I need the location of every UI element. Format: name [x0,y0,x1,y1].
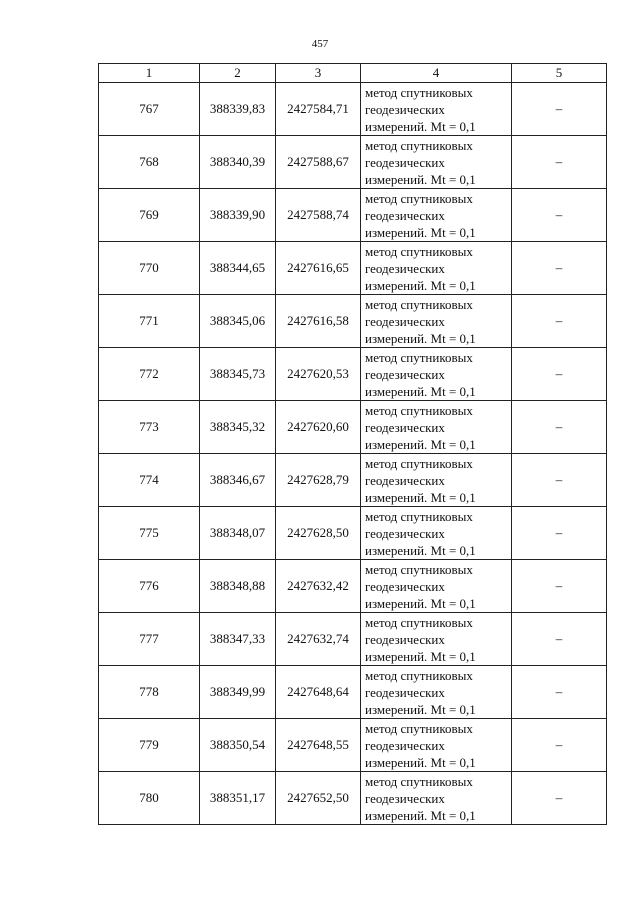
table-row [99,666,607,719]
point-cell: 771 [99,295,200,348]
method-cell: метод спутниковых геодезических измерений. Mt = 0,1 [361,772,512,825]
note-cell: – [512,83,607,136]
y-coordinate-cell: 2427620,53 [276,348,361,401]
table-row [99,719,607,772]
y-coordinate-cell: 2427588,74 [276,189,361,242]
method-cell: метод спутниковых геодезических измерений. Mt = 0,1 [361,83,512,136]
point-cell: 769 [99,189,200,242]
method-cell: метод спутниковых геодезических измерений. Mt = 0,1 [361,666,512,719]
x-coordinate-cell: 388348,07 [200,507,276,560]
x-coordinate-cell: 388350,54 [200,719,276,772]
method-cell: метод спутниковых геодезических измерений. Mt = 0,1 [361,136,512,189]
point-cell: 775 [99,507,200,560]
page-number: 457 [311,38,329,50]
y-coordinate-cell: 2427632,74 [276,613,361,666]
x-coordinate-cell: 388351,17 [200,772,276,825]
point-cell: 772 [99,348,200,401]
y-coordinate-cell: 2427584,71 [276,83,361,136]
x-coordinate-cell: 388347,33 [200,613,276,666]
y-coordinate-cell: 2427648,55 [276,719,361,772]
method-cell: метод спутниковых геодезических измерений. Mt = 0,1 [361,454,512,507]
note-cell: – [512,560,607,613]
column-header-4: 4 [361,64,512,83]
column-header-2: 2 [200,64,276,83]
column-header-5: 5 [512,64,607,83]
method-cell: метод спутниковых геодезических измерений. Mt = 0,1 [361,613,512,666]
method-cell: метод спутниковых геодезических измерений. Mt = 0,1 [361,719,512,772]
method-cell: метод спутниковых геодезических измерений. Mt = 0,1 [361,189,512,242]
method-cell: метод спутниковых геодезических измерений. Mt = 0,1 [361,348,512,401]
table-row [99,348,607,401]
point-cell: 777 [99,613,200,666]
note-cell: – [512,295,607,348]
point-cell: 776 [99,560,200,613]
x-coordinate-cell: 388345,73 [200,348,276,401]
y-coordinate-cell: 2427616,65 [276,242,361,295]
method-cell: метод спутниковых геодезических измерений. Mt = 0,1 [361,560,512,613]
table-row [99,772,607,825]
table-row [99,613,607,666]
method-cell: метод спутниковых геодезических измерений. Mt = 0,1 [361,401,512,454]
note-cell: – [512,772,607,825]
y-coordinate-cell: 2427628,79 [276,454,361,507]
column-header-3: 3 [276,64,361,83]
method-cell: метод спутниковых геодезических измерений. Mt = 0,1 [361,295,512,348]
y-coordinate-cell: 2427648,64 [276,666,361,719]
x-coordinate-cell: 388344,65 [200,242,276,295]
table-row [99,454,607,507]
point-cell: 768 [99,136,200,189]
x-coordinate-cell: 388349,99 [200,666,276,719]
note-cell: – [512,401,607,454]
y-coordinate-cell: 2427616,58 [276,295,361,348]
point-cell: 780 [99,772,200,825]
y-coordinate-cell: 2427628,50 [276,507,361,560]
note-cell: – [512,719,607,772]
note-cell: – [512,242,607,295]
table-row [99,189,607,242]
note-cell: – [512,189,607,242]
column-header-1: 1 [99,64,200,83]
method-cell: метод спутниковых геодезических измерений. Mt = 0,1 [361,507,512,560]
x-coordinate-cell: 388345,32 [200,401,276,454]
note-cell: – [512,348,607,401]
table-row [99,295,607,348]
x-coordinate-cell: 388345,06 [200,295,276,348]
point-cell: 779 [99,719,200,772]
point-cell: 767 [99,83,200,136]
table-row [99,401,607,454]
y-coordinate-cell: 2427632,42 [276,560,361,613]
point-cell: 774 [99,454,200,507]
y-coordinate-cell: 2427588,67 [276,136,361,189]
header-row [99,64,607,83]
y-coordinate-cell: 2427620,60 [276,401,361,454]
point-cell: 773 [99,401,200,454]
x-coordinate-cell: 388346,67 [200,454,276,507]
x-coordinate-cell: 388340,39 [200,136,276,189]
note-cell: – [512,507,607,560]
note-cell: – [512,454,607,507]
x-coordinate-cell: 388348,88 [200,560,276,613]
point-cell: 770 [99,242,200,295]
note-cell: – [512,613,607,666]
note-cell: – [512,666,607,719]
x-coordinate-cell: 388339,83 [200,83,276,136]
point-cell: 778 [99,666,200,719]
table-row [99,242,607,295]
y-coordinate-cell: 2427652,50 [276,772,361,825]
note-cell: – [512,136,607,189]
table-row [99,560,607,613]
table-row [99,83,607,136]
table-row [99,136,607,189]
table-row [99,507,607,560]
x-coordinate-cell: 388339,90 [200,189,276,242]
coordinates-table [98,63,607,825]
method-cell: метод спутниковых геодезических измерений. Mt = 0,1 [361,242,512,295]
